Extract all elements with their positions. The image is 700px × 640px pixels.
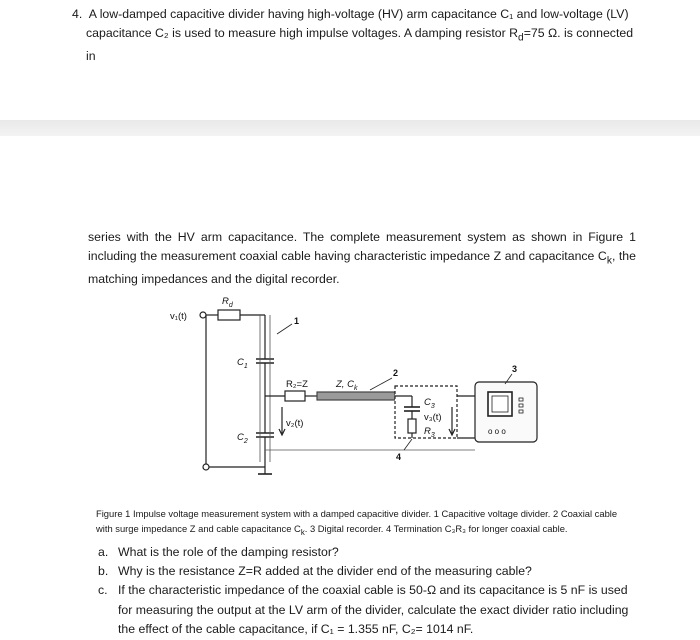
question-text: If the characteristic impedance of the coaxial cable is 50-Ω and its capacitance is 5 nF is used for measuring the output at the LV arm of the divider, calculate the exact divider ratio including the effect of the cable capacitance, if C₁ = 1.355 nF, C₂= 1014 nF. [118, 583, 629, 636]
coaxial-cable [317, 392, 395, 400]
recorder-knobs: o o o [488, 427, 506, 436]
rd-label: $R_d$ [222, 296, 233, 309]
r3-termination-resistor [408, 419, 416, 433]
c1-label: $C_1$ [237, 357, 248, 370]
marker-2: 2 [393, 368, 399, 378]
question-letter: b. [98, 564, 109, 579]
r3-label: $R_3$ [424, 426, 435, 439]
question-letter: c. [98, 583, 108, 598]
problem-intro-line-1 [72, 5, 642, 24]
r2-matching-resistor [285, 391, 305, 401]
intro-line-1-text: A low-damped capacitive divider having high-voltage (HV) arm capacitance C₁ and low-voltage (LV) [88, 7, 629, 21]
question-letter: a. [98, 545, 109, 559]
v2-label: v₂(t) [286, 418, 304, 429]
question-item [98, 581, 638, 639]
input-voltage-label: v₁(t) [170, 311, 187, 322]
marker-4: 4 [396, 452, 402, 462]
damping-resistor [218, 310, 240, 320]
page-top-section [0, 0, 700, 120]
ground-terminal [203, 464, 209, 470]
marker-1: 1 [294, 316, 300, 326]
question-list [98, 543, 638, 639]
v3-label: v₃(t) [424, 412, 442, 423]
problem-intro [72, 5, 642, 66]
problem-intro-line-2: capacitance C₂ is used to measure high impulse voltages. A damping resistor $R_d=75$ Ω. is connected in [86, 26, 634, 64]
question-item [98, 543, 638, 562]
marker-3: 3 [512, 364, 518, 374]
input-terminal [200, 312, 206, 318]
page-break-band [0, 120, 700, 136]
c2-label: $C_2$ [237, 432, 248, 445]
problem-continuation: series with the HV arm capacitance. The complete measurement system as shown in Figure 1 including the measurement coaxial cable having characteristic impedance Z and capacitance $C_k$, the matching impedances and the digital recorder. [88, 230, 636, 287]
question-item [98, 562, 638, 581]
r2z-label: R₂=Z [286, 379, 308, 390]
question-text: What is the role of the damping resistor? [118, 545, 339, 559]
figure-1-circuit [0, 274, 700, 514]
c3-label: $C_3$ [424, 397, 435, 410]
cable-label: Z, $C_k$ [336, 379, 358, 392]
question-text: Why is the resistance Z=R added at the divider end of the measuring cable? [118, 564, 532, 579]
problem-number: 4. [72, 7, 83, 21]
page-main-section [0, 136, 700, 640]
figure-caption: Figure 1 Impulse voltage measurement system with a damped capacitive divider. 1 Capacitive voltage divider. 2 Coaxial cable with surge impedance Z and cable capacitance $C_k$. 3 Digital recorder. 4 Termination C₃R₃ for longer coaxial cable. [96, 508, 618, 537]
